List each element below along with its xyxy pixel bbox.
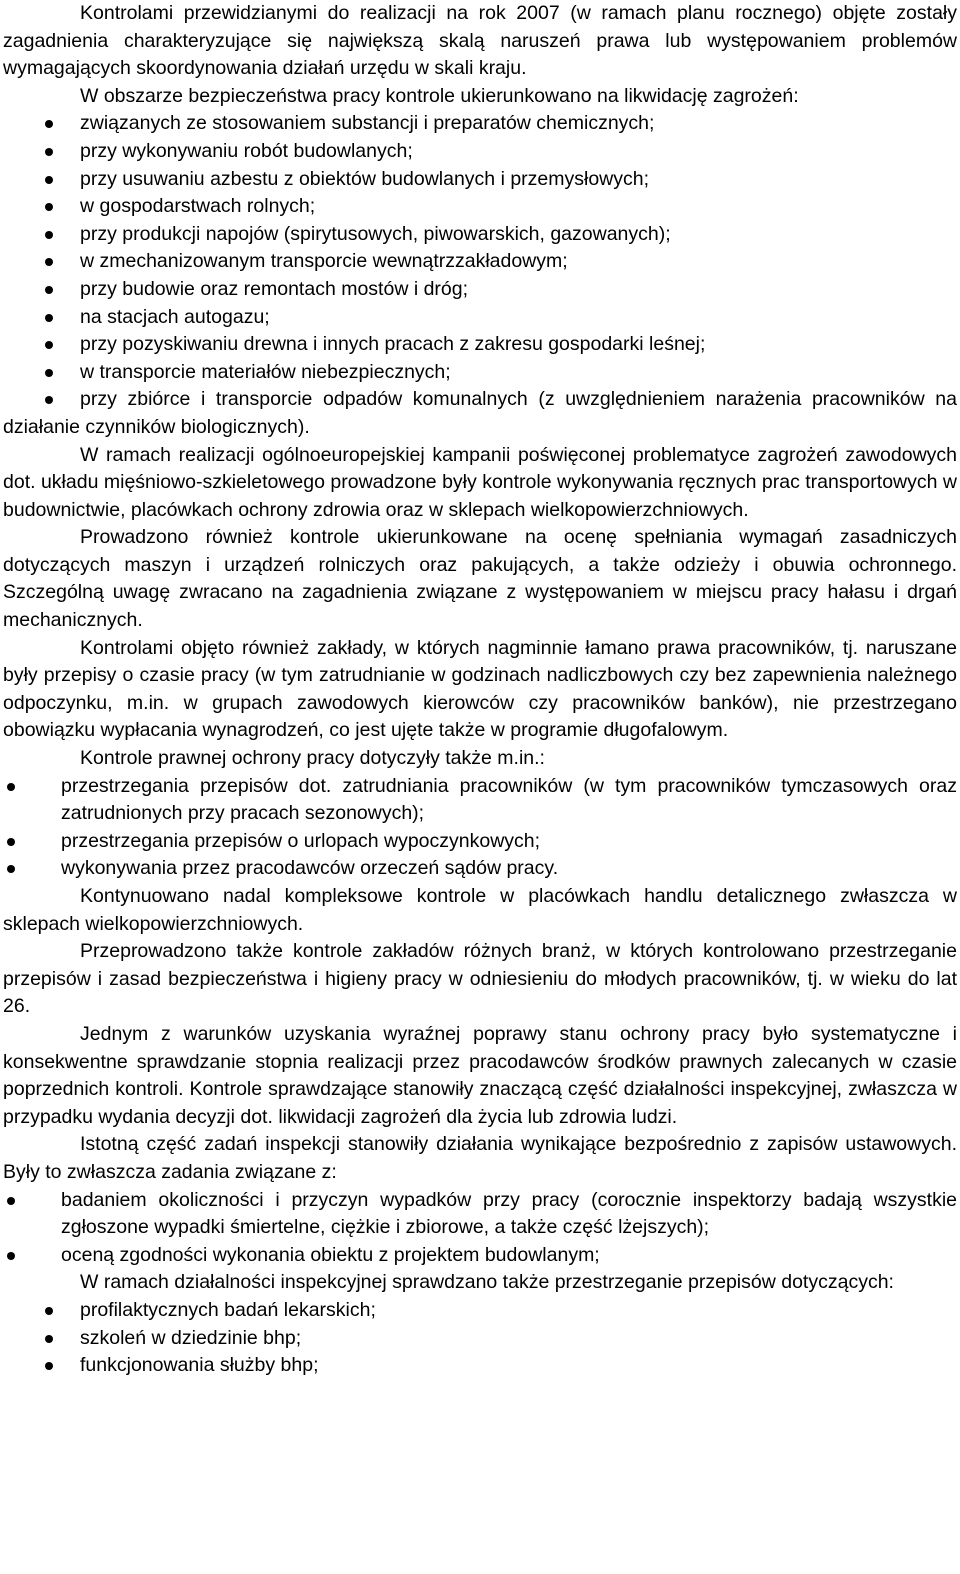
list-item: szkoleń w dziedzinie bhp; bbox=[3, 1325, 957, 1353]
paragraph: Istotną część zadań inspekcji stanowiły działania wynikające bezpośrednio z zapisów ustawowych. Były to zwłaszcza zadania związane z: bbox=[3, 1133, 957, 1183]
list-item: przy zbiórce i transporcie odpadów komunalnych (z uwzględnieniem narażenia pracowników na działanie czynników biologicznych). bbox=[3, 386, 957, 441]
paragraph: W ramach działalności inspekcyjnej sprawdzano także przestrzeganie przepisów dotyczących: bbox=[80, 1271, 894, 1294]
statutory-tasks-list bbox=[3, 1187, 957, 1270]
list-item: badaniem okoliczności i przyczyn wypadków przy pracy (corocznie inspektorzy badają wszystkie zgłoszone wypadki śmiertelne, ciężkie i zbiorowe, a także część lżejszych); bbox=[3, 1187, 957, 1242]
list-item: przy produkcji napojów (spirytusowych, piwowarskich, gazowanych); bbox=[3, 221, 957, 249]
list-item: przy budowie oraz remontach mostów i dróg; bbox=[3, 276, 957, 304]
legal-protection-list bbox=[3, 773, 957, 883]
list-item: związanych ze stosowaniem substancji i preparatów chemicznych; bbox=[3, 110, 957, 138]
list-item: w gospodarstwach rolnych; bbox=[3, 193, 957, 221]
list-item: oceną zgodności wykonania obiektu z projektem budowlanym; bbox=[3, 1242, 957, 1270]
list-item: przy pozyskiwaniu drewna i innych pracach z zakresu gospodarki leśnej; bbox=[3, 331, 957, 359]
list-item: przestrzegania przepisów dot. zatrudniania pracowników (w tym pracowników tymczasowych oraz zatrudnionych przy pracach sezonowych); bbox=[3, 773, 957, 828]
paragraph: W ramach realizacji ogólnoeuropejskiej kampanii poświęconej problematyce zagrożeń zawodowych dot. układu mięśniowo-szkieletowego prowadzone były kontrole wykonywania ręcznych prac transportowych w budownictwie, placówkach ochrony zdrowia oraz w sklepach wielkopowierzchniowych. bbox=[3, 443, 957, 521]
list-item: przy wykonywaniu robót budowlanych; bbox=[3, 138, 957, 166]
paragraph: W obszarze bezpieczeństwa pracy kontrole ukierunkowano na likwidację zagrożeń: bbox=[80, 84, 799, 107]
paragraph: Przeprowadzono także kontrole zakładów różnych branż, w których kontrolowano przestrzeganie przepisów i zasad bezpieczeństwa i higieny pracy w odniesieniu do młodych pracowników, tj. w wieku do lat 26. bbox=[3, 940, 957, 1018]
hazards-list bbox=[3, 110, 957, 441]
list-item: funkcjonowania służby bhp; bbox=[3, 1352, 957, 1380]
list-item: profilaktycznych badań lekarskich; bbox=[3, 1297, 957, 1325]
paragraph: Kontrolami przewidzianymi do realizacji na rok 2007 (w ramach planu rocznego) objęte zostały zagadnienia charakteryzujące się największą skalą naruszeń prawa lub występowaniem problemów wymagających skoordynowania działań urzędu w skali kraju. bbox=[3, 2, 957, 80]
list-item: przy usuwaniu azbestu z obiektów budowlanych i przemysłowych; bbox=[3, 166, 957, 194]
list-item: w zmechanizowanym transporcie wewnątrzzakładowym; bbox=[3, 248, 957, 276]
inspection-list bbox=[3, 1297, 957, 1380]
list-item: przestrzegania przepisów o urlopach wypoczynkowych; bbox=[3, 828, 957, 856]
paragraph: Kontynuowano nadal kompleksowe kontrole w placówkach handlu detalicznego zwłaszcza w sklepach wielkopowierzchniowych. bbox=[3, 885, 957, 935]
list-item: w transporcie materiałów niebezpiecznych; bbox=[3, 359, 957, 387]
paragraph: Jednym z warunków uzyskania wyraźnej poprawy stanu ochrony pracy było systematyczne i konsekwentne sprawdzanie stopnia realizacji przez pracodawców środków prawnych zalecanych w czasie poprzednich kontroli. Kontrole sprawdzające stanowiły znaczącą część działalności inspekcyjnej, zwłaszcza w przypadku wydania decyzji dot. likwidacji zagrożeń dla życia lub zdrowia ludzi. bbox=[3, 1022, 957, 1128]
list-item: wykonywania przez pracodawców orzeczeń sądów pracy. bbox=[3, 855, 957, 883]
paragraph: Prowadzono również kontrole ukierunkowane na ocenę spełniania wymagań zasadniczych dotyczących maszyn i urządzeń rolniczych oraz pakujących, a także odzieży i obuwia ochronnego. Szczególną uwagę zwracano na zagadnienia związane z występowaniem w miejscu pracy hałasu i drgań mechanicznych. bbox=[3, 526, 957, 632]
paragraph: Kontrole prawnej ochrony pracy dotyczyły także m.in.: bbox=[80, 747, 545, 770]
list-item: na stacjach autogazu; bbox=[3, 304, 957, 332]
paragraph: Kontrolami objęto również zakłady, w których nagminnie łamano prawa pracowników, tj. naruszane były przepisy o czasie pracy (w tym zatrudnianie w godzinach nadliczbowych czy bez zapewnienia należnego odpoczynku, m.in. w grupach zawodowych kierowców czy pracowników banków), nie przestrzegano obowiązku wypłacania wynagrodzeń, co jest ujęte także w programie długofalowym. bbox=[3, 636, 957, 742]
